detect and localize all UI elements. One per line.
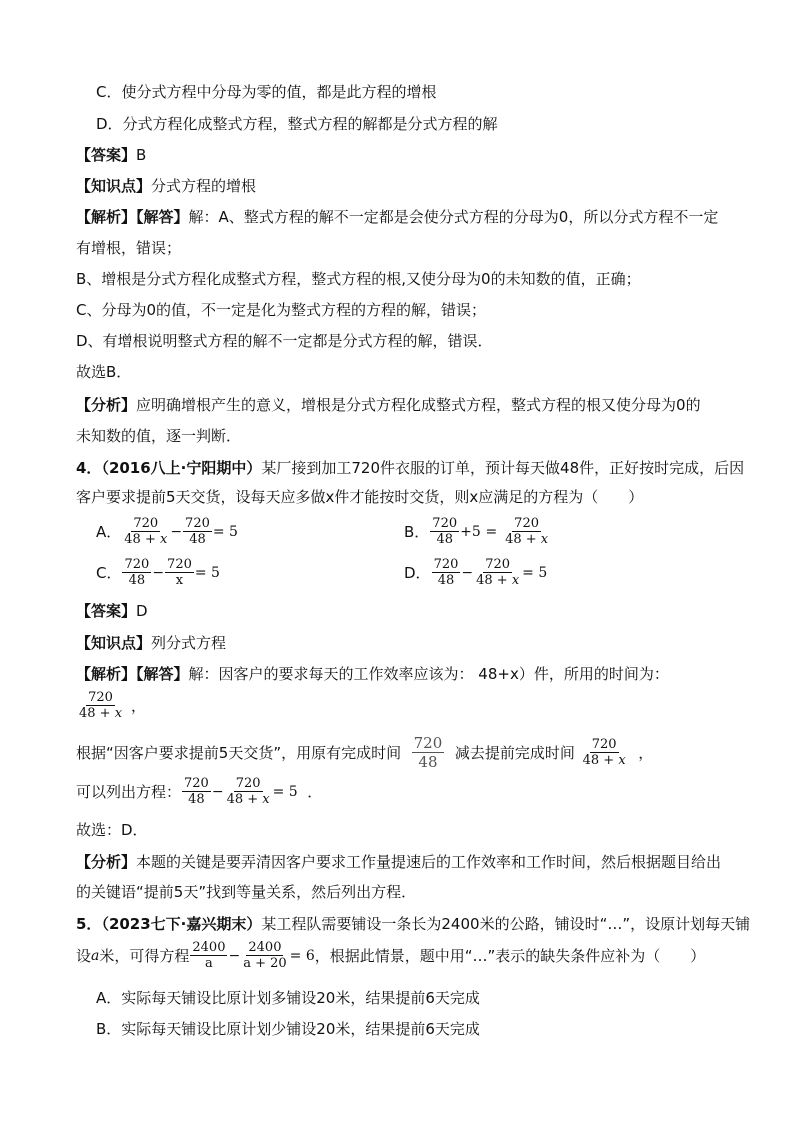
question-5-source: （2023七下·嘉兴期末） (101, 915, 262, 933)
question-5-option-b: B．实际每天铺设比原计划少铺设20米，结果提前6天完成 (96, 1020, 480, 1038)
option-a-label: A． (96, 523, 122, 541)
summary-line-2: 未知数的值，逐一判断． (76, 427, 242, 445)
q4-summary-text: 本题的关键是要弄清因客户要求工作量提速后的工作效率和工作时间，然后根据题目给出 (136, 853, 722, 871)
question-4-option-a: A． $\frac{720}{48 + x}$ − $\frac{720}{48}$ = 5 (96, 516, 238, 547)
fraction: $\frac{720}{48}$ (124, 557, 150, 588)
fraction: $\frac{720}{48 + x}$ (476, 557, 520, 588)
analysis-line-1 (76, 207, 718, 227)
analysis-line-5: D、有增根说明整式方程的解不一定都是分式方程的解，错误． (76, 332, 493, 350)
question-4-text: 某厂接到加工720件衣服的订单，预计每天做48件，正好按时完成，后因 (261, 459, 745, 477)
q4-analysis-line-4: 故选：D． (76, 821, 148, 839)
fraction: $\frac{2400}{a + 20}$ (243, 940, 287, 971)
answer-value: B (136, 146, 147, 164)
question-5-line-1 (76, 914, 750, 934)
question-4-number: 4． (76, 459, 102, 477)
fraction: $\frac{720}{48 + x}$ (79, 690, 123, 721)
knowledge-point-tag: 【知识点】 (76, 177, 152, 195)
question-4-option-b: B． $\frac{720}{48}$ +5 = $\frac{720}{48 + x}$ (404, 516, 549, 547)
q4-summary-line-2: 的关键语“提前5天”找到等量关系，然后列出方程． (76, 883, 417, 901)
fraction: $\frac{720}{48}$ (433, 557, 459, 588)
fraction: $\frac{720}{48 + x}$ (505, 516, 549, 547)
option-c-text: C．使分式方程中分母为零的值，都是此方程的增根 (96, 83, 437, 101)
q4-knowledge-point-tag: 【知识点】 (76, 634, 152, 652)
fraction: $\frac{720}{x}$ (167, 557, 192, 588)
option-c-label: C． (96, 564, 122, 582)
q4-knowledge-point-line (76, 633, 226, 653)
answer-line (76, 145, 146, 165)
question-5-number: 5． (76, 915, 102, 933)
question-4-line-1 (76, 458, 744, 478)
analysis-tag: 【解析】【解答】 (76, 208, 189, 226)
q4-knowledge-point-value: 列分式方程 (151, 634, 227, 652)
knowledge-point-value: 分式方程的增根 (151, 177, 257, 195)
analysis-line-6: 故选B． (76, 363, 132, 381)
q4-analysis-line-2: 根据“因客户要求提前5天交货”，用原有完成时间 $\frac{720}{48}$ 减去提前完成时间 $\frac{720}{48 + x}$ ， (76, 734, 654, 771)
knowledge-point-line (76, 176, 256, 196)
fraction: $\frac{720}{48 + x}$ (582, 737, 626, 768)
analysis-line-3: B、增根是分式方程化成整式方程，整式方程的根,又使分母为0的未知数的值，正确； (76, 270, 641, 288)
analysis-line-4: C、分母为0的值，不一定是化为整式方程的方程的解，错误； (76, 301, 487, 319)
question-4-option-c: C． $\frac{720}{48}$ − $\frac{720}{x}$ = 5 (96, 557, 220, 588)
analysis-line-2: 有增根，错误； (76, 239, 182, 257)
q4-analysis-tag: 【解析】【解答】 (76, 665, 189, 683)
fraction: $\frac{720}{48}$ (413, 734, 443, 771)
q4-analysis-line-3: 可以列出方程： $\frac{720}{48}$ − $\frac{720}{48 + x}$ = 5 ． (76, 776, 323, 807)
question-5-line-2: 设 a 米，可得方程 $\frac{2400}{a}$ − $\frac{2400}{a + 20}$ = 6 ，根据此情景，题中用“…”表示的缺失条件应补为（ ） (76, 940, 706, 971)
q4-answer-value: D (136, 602, 148, 620)
question-4-source: （2016八上·宁阳期中） (101, 459, 262, 477)
option-d-label: D． (404, 564, 431, 582)
fraction: $\frac{720}{48 + x}$ (124, 516, 168, 547)
option-d-text: D．分式方程化成整式方程，整式方程的解都是分式方程的解 (96, 115, 498, 133)
q4-analysis-fraction-line: $\frac{720}{48 + x}$ ， (79, 690, 147, 721)
q4-answer-line (76, 601, 148, 621)
question-5-text: 某工程队需要铺设一条长为2400米的公路，铺设时“…”，设原计划每天铺 (261, 915, 751, 933)
q4-summary-tag: 【分析】 (76, 853, 137, 871)
fraction: $\frac{720}{48}$ (184, 776, 209, 807)
answer-tag: 【答案】 (76, 146, 137, 164)
fraction: $\frac{720}{48 + x}$ (226, 776, 270, 807)
fraction: $\frac{720}{48}$ (185, 516, 210, 547)
question-4-option-d: D． $\frac{720}{48}$ − $\frac{720}{48 + x}$ = 5 (404, 557, 548, 588)
analysis-text: 解：A、整式方程的解不一定都是会使分式方程的分母为0，所以分式方程不一定 (188, 208, 719, 226)
fraction: $\frac{720}{48}$ (432, 516, 458, 547)
summary-tag: 【分析】 (76, 396, 137, 414)
q4-analysis-line-1 (76, 664, 669, 684)
q4-summary-line-1 (76, 852, 721, 872)
fraction: $\frac{2400}{a}$ (192, 940, 226, 971)
summary-text: 应明确增根产生的意义，增根是分式方程化成整式方程，整式方程的根又使分母为0的 (136, 396, 701, 414)
q4-answer-tag: 【答案】 (76, 602, 137, 620)
summary-line-1 (76, 395, 701, 415)
option-b-label: B． (404, 523, 430, 541)
question-5-option-a: A．实际每天铺设比原计划多铺设20米，结果提前6天完成 (96, 989, 480, 1007)
question-4-line-2: 客户要求提前5天交货，设每天应多做x件才能按时交货，则x应满足的方程为（ ） (76, 488, 644, 506)
q4-analysis-text: 解：因客户的要求每天的工作效率应该为： 48+x）件，所用的时间为： (188, 665, 669, 683)
